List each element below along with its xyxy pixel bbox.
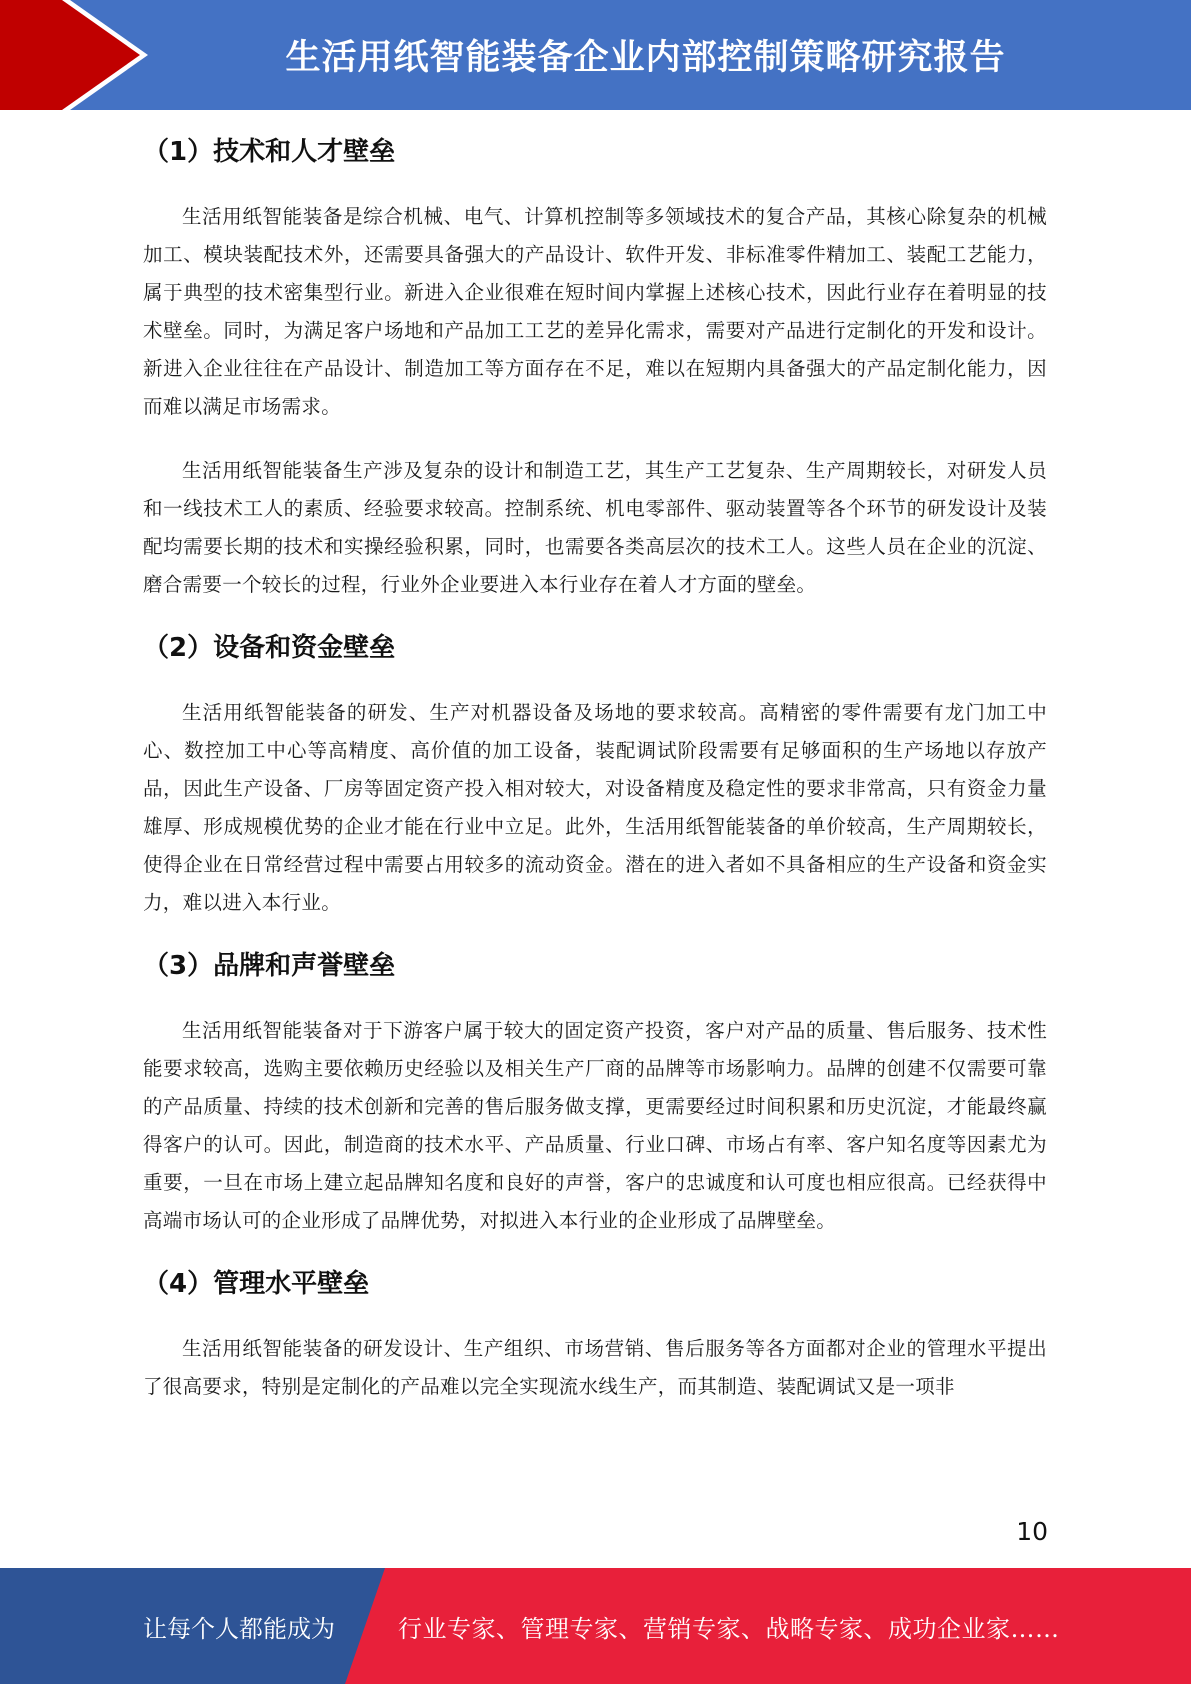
paragraph: 生活用纸智能装备的研发、生产对机器设备及场地的要求较高。高精密的零件需要有龙门加工中心、数控加工中心等高精度、高价值的加工设备，装配调试阶段需要有足够面积的生产场地以存放产品，因此生产设备、厂房等固定资产投入相对较大，对设备精度及稳定性的要求非常高，只有资金力量雄厚、形成规模优势的企业才能在行业中立足。此外，生活用纸智能装备的单价较高，生产周期较长，使得企业在日常经营过程中需要占用较多的流动资金。潜在的进入者如不具备相应的生产设备和资金实力，难以进入本行业。 (143, 701, 1047, 914)
section-heading: （1）技术和人才壁垒 (143, 137, 396, 167)
page-footer (0, 1568, 1191, 1684)
footer-slogan-left: 让每个人都能成为 (143, 1614, 335, 1643)
report-title: 生活用纸智能装备企业内部控制策略研究报告 (285, 38, 1006, 78)
section-brand-reputation (143, 948, 1047, 1240)
section-equipment-capital (143, 630, 1047, 922)
page-number: 10 (1016, 1517, 1048, 1546)
document-body (143, 118, 1047, 1432)
section-heading: （2）设备和资金壁垒 (143, 633, 396, 663)
footer-slogan-right: 行业专家、管理专家、营销专家、战略专家、成功企业家…… (398, 1614, 1060, 1643)
section-heading: （4）管理水平壁垒 (143, 1269, 370, 1299)
section-heading: （3）品牌和声誉壁垒 (143, 951, 396, 981)
page-header (0, 0, 1191, 110)
section-technology-talent (143, 134, 1047, 604)
paragraph: 生活用纸智能装备的研发设计、生产组织、市场营销、售后服务等各方面都对企业的管理水平提出了很高要求，特别是定制化的产品难以完全实现流水线生产，而其制造、装配调试又是一项非 (143, 1337, 1047, 1398)
paragraph: 生活用纸智能装备是综合机械、电气、计算机控制等多领域技术的复合产品，其核心除复杂的机械加工、模块装配技术外，还需要具备强大的产品设计、软件开发、非标准零件精加工、装配工艺能力，属于典型的技术密集型行业。新进入企业很难在短时间内掌握上述核心技术，因此行业存在着明显的技术壁垒。同时，为满足客户场地和产品加工工艺的差异化需求，需要对产品进行定制化的开发和设计。新进入企业往往在产品设计、制造加工等方面存在不足，难以在短期内具备强大的产品定制化能力，因而难以满足市场需求。 (143, 205, 1047, 418)
chevron-decoration-icon (0, 0, 160, 110)
section-management-level (143, 1266, 1047, 1406)
paragraph: 生活用纸智能装备对于下游客户属于较大的固定资产投资，客户对产品的质量、售后服务、技术性能要求较高，选购主要依赖历史经验以及相关生产厂商的品牌等市场影响力。品牌的创建不仅需要可靠的产品质量、持续的技术创新和完善的售后服务做支撑，更需要经过时间积累和历史沉淀，才能最终赢得客户的认可。因此，制造商的技术水平、产品质量、行业口碑、市场占有率、客户知名度等因素尤为重要，一旦在市场上建立起品牌知名度和良好的声誉，客户的忠诚度和认可度也相应很高。已经获得中高端市场认可的企业形成了品牌优势，对拟进入本行业的企业形成了品牌壁垒。 (143, 1019, 1047, 1232)
paragraph: 生活用纸智能装备生产涉及复杂的设计和制造工艺，其生产工艺复杂、生产周期较长，对研发人员和一线技术工人的素质、经验要求较高。控制系统、机电零部件、驱动装置等各个环节的研发设计及装配均需要长期的技术和实操经验积累，同时，也需要各类高层次的技术工人。这些人员在企业的沉淀、磨合需要一个较长的过程，行业外企业要进入本行业存在着人才方面的壁垒。 (143, 459, 1047, 596)
